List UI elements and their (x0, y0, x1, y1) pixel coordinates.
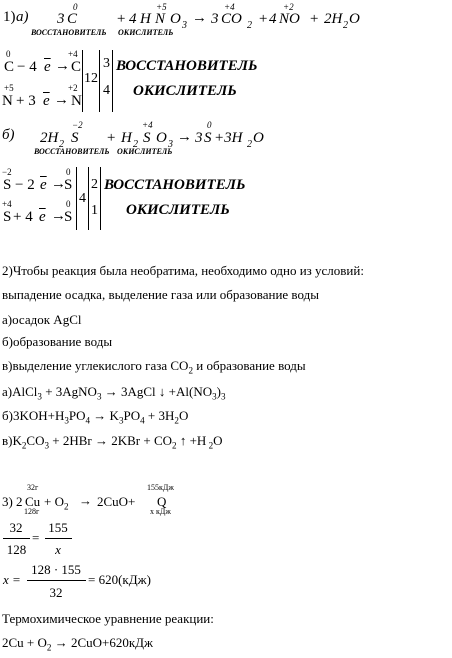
fraction-denominator: 32 (49, 585, 63, 600)
ox-state: +5 (156, 2, 167, 12)
product: 2CuO+ (97, 494, 136, 509)
electron-term: − 2 (15, 177, 35, 193)
electron-symbol: $\overline{e}$ (43, 93, 50, 109)
eq-coef: 4 (269, 11, 277, 27)
balance-divider (99, 50, 100, 112)
text-line: а)осадок AgCl (2, 312, 82, 327)
fraction-numerator: 32 (9, 520, 23, 535)
element: S (71, 130, 79, 146)
balance-divider (76, 167, 77, 230)
fraction-numerator: 155 (48, 520, 68, 535)
role-reducer: ВОССТАНОВИТЕЛЬ (116, 58, 258, 74)
balance-coef: 3 (103, 56, 110, 71)
ox-state: +5 (4, 83, 14, 93)
mass-over: 32г (27, 483, 39, 492)
text-line: б)образование воды (2, 334, 113, 349)
ox-state: +2 (68, 83, 78, 93)
element: O (156, 130, 167, 146)
element: 2H (40, 130, 59, 146)
role-oxidizer: ОКИСЛИТЕЛЬ (133, 83, 237, 99)
arrow-icon: → (51, 208, 66, 224)
reaction-line-a: а)AlCl$_3$ + 3AgNO$_3$ → 3AgCl ↓ $+Al(NO_3)_3$ (2, 384, 226, 402)
electron-term: + 4 (13, 209, 33, 225)
up-arrow-icon: ↑ (176, 433, 190, 448)
element: C (67, 11, 78, 27)
subscript: 2 (59, 139, 64, 150)
element: CO (221, 11, 242, 27)
subscript: 3 (182, 20, 187, 31)
plus-sign: + (106, 130, 117, 146)
text-line: выпадение осадка, выделение газа или образование воды (2, 287, 319, 302)
calc-result: = 620(кДж) (88, 572, 151, 587)
eq-coef: 3 (211, 11, 219, 27)
electron-symbol: $\overline{e}$ (39, 209, 46, 225)
electron-term: + 3 (16, 93, 36, 109)
ox-state: +4 (142, 120, 153, 130)
eq-coef: 3 (195, 130, 203, 146)
element: 2H (324, 11, 343, 27)
element: S (64, 177, 73, 193)
ox-state: +4 (68, 49, 78, 59)
subscript: 2 (247, 139, 252, 150)
element: NO (279, 11, 300, 27)
fraction-numerator: 128 · 155 (31, 562, 81, 577)
eq-coef: 2 (16, 494, 23, 509)
element: N (71, 93, 82, 109)
ox-state: 0 (66, 167, 71, 177)
arrow-icon: → (54, 92, 69, 108)
element: S (64, 209, 73, 225)
element: O (170, 11, 181, 27)
ox-state: 0 (73, 2, 78, 12)
electron-symbol: $\overline{e}$ (44, 59, 51, 75)
label-reducer: ВОССТАНОВИТЕЛЬ (34, 147, 110, 156)
element: O (253, 130, 264, 146)
fraction-denominator: 128 (6, 542, 27, 557)
ox-state: −2 (72, 120, 83, 130)
element: + $O_2$ (44, 494, 69, 512)
element: O (349, 11, 360, 27)
subscript: 2 (133, 139, 138, 150)
task-number-3: 3) (2, 494, 13, 509)
subscript: 2 (343, 20, 348, 31)
label-reducer: ВОССТАНОВИТЕЛЬ (31, 28, 107, 37)
element: S (3, 209, 12, 225)
balance-lcm: 12 (84, 71, 98, 86)
mass-under: 128г (24, 507, 40, 516)
equals-sign: = (32, 530, 40, 545)
balance-divider (88, 167, 89, 230)
ox-state: +4 (224, 2, 235, 12)
ox-state: 0 (66, 199, 71, 209)
eq-coef: 4 (129, 11, 137, 27)
eq-coef: 3 (57, 11, 65, 27)
fraction-bar (3, 538, 30, 539)
balance-coef: 2 (91, 177, 98, 192)
role-oxidizer: ОКИСЛИТЕЛЬ (126, 202, 230, 218)
arrow-icon: → (177, 129, 192, 145)
role-reducer: ВОССТАНОВИТЕЛЬ (104, 177, 246, 193)
thermo-equation: $2Cu + O_2 \to 2CuO+620кДж$ (2, 635, 153, 653)
ox-state: +2 (283, 2, 294, 12)
heat-under: x кДж (150, 507, 171, 516)
reaction-line-c: $в)K_2CO_3 + 2HBr \to 2KBr + CO_2$ ↑ +H $_2$O (2, 433, 223, 451)
text-line: в)выделение углекислого газа $CO_2$ и образование воды (2, 358, 306, 376)
element: +3H (214, 130, 243, 146)
balance-divider (82, 50, 83, 112)
fraction-bar (45, 538, 72, 539)
element: C (71, 59, 82, 75)
part-b-label: б) (2, 127, 15, 143)
calc-lhs: x = (3, 572, 21, 587)
ox-state: 0 (207, 120, 212, 130)
balance-divider (112, 50, 113, 112)
arrow-icon: → (55, 58, 70, 74)
label-oxidizer: ОКИСЛИТЕЛЬ (118, 28, 174, 37)
task-number-1: 1) (3, 9, 16, 25)
element: H (140, 11, 151, 27)
subscript: 3 (168, 139, 173, 150)
part-a-label: а) (16, 9, 29, 25)
element: Q (157, 494, 167, 509)
plus-sign: + (258, 11, 269, 27)
element: Cu (25, 494, 41, 509)
balance-coef: 1 (91, 203, 98, 218)
ox-state: −2 (2, 167, 12, 177)
plus-sign: + (309, 11, 320, 27)
balance-lcm: 4 (79, 191, 86, 206)
fraction-denominator: x (55, 542, 61, 557)
label-oxidizer: ОКИСЛИТЕЛЬ (117, 147, 173, 156)
balance-divider (100, 167, 101, 230)
element: N (155, 11, 166, 27)
reaction-line-b: $б)3KOH+H_3PO_4 \to K_3PO_4 + 3H_2O$ (2, 408, 189, 426)
arrow-icon: → (192, 10, 207, 26)
balance-coef: 4 (103, 83, 110, 98)
electron-term: − 4 (17, 59, 37, 75)
subscript: 2 (247, 20, 252, 31)
element: H (121, 130, 132, 146)
thermo-label: Термохимическое уравнение реакции: (2, 611, 214, 626)
element: N (2, 93, 13, 109)
plus-sign: + (116, 11, 127, 27)
element: S (143, 130, 151, 146)
text-line: 2)Чтобы реакция была необратима, необходимо одно из условий: (2, 263, 364, 278)
ox-state: +4 (2, 199, 12, 209)
down-arrow-icon: ↓ (155, 384, 169, 399)
electron-symbol: $\overline{e}$ (40, 177, 47, 193)
element: S (204, 130, 212, 146)
ox-state: 0 (6, 49, 11, 59)
element: C (4, 59, 15, 75)
arrow-icon: → (79, 493, 92, 508)
fraction-bar (27, 580, 86, 581)
element: S (3, 177, 12, 193)
heat-over: 155кДж (147, 483, 174, 492)
arrow-icon: → (51, 176, 66, 192)
